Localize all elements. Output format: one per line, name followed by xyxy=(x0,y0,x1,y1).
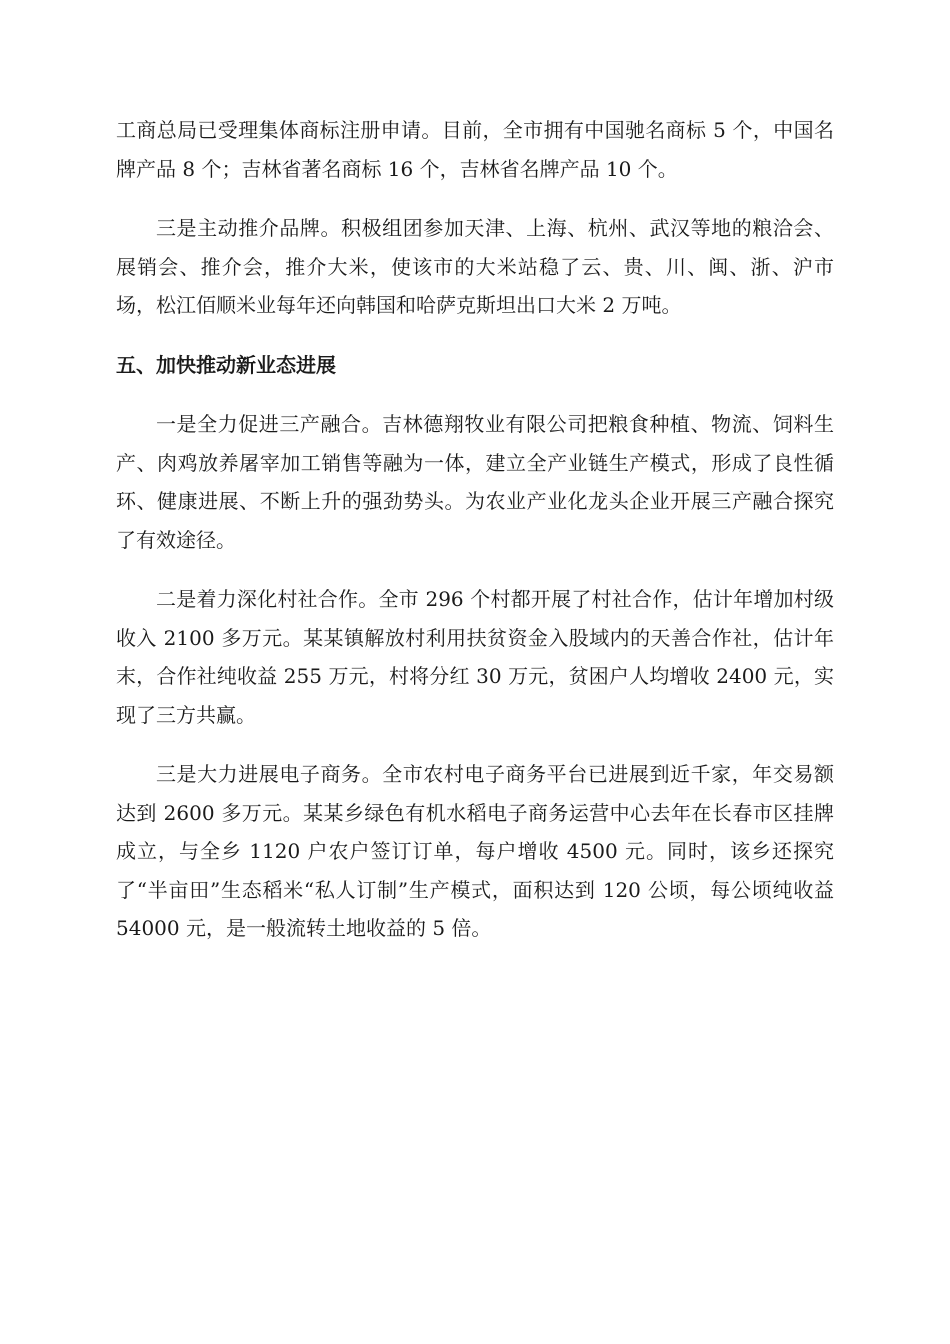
paragraph-village-cooperation: 二是着力深化村社合作。全市 296 个村都开展了村社合作，估计年增加村级收入 2100 多万元。某某镇解放村利用扶贫资金入股域内的天善合作社，估计年末，合作社纯收益 255 万元，村将分红 30 万元，贫困户人均增收 2400 元，实现了三方共赢。 xyxy=(116,587,834,727)
paragraph-trademarks: 工商总局已受理集体商标注册申请。目前，全市拥有中国驰名商标 5 个，中国名牌产品 8 个；吉林省著名商标 16 个，吉林省名牌产品 10 个。 xyxy=(116,118,834,181)
document-page xyxy=(116,111,834,969)
section-heading: 五、加快推动新业态进展 xyxy=(116,352,336,377)
paragraph-industry-integration: 一是全力促进三产融合。吉林德翔牧业有限公司把粮食种植、物流、饲料生产、肉鸡放养屠宰加工销售等融为一体，建立全产业链生产模式，形成了良性循环、健康进展、不断上升的强劲势头。为农业产业化龙头企业开展三产融合探究了有效途径。 xyxy=(116,412,834,552)
paragraph-e-commerce: 三是大力进展电子商务。全市农村电子商务平台已进展到近千家，年交易额达到 2600 多万元。某某乡绿色有机水稻电子商务运营中心去年在长春市区挂牌成立，与全乡 1120 户农户签订订单，每户增收 4500 元。同时，该乡还探究了“半亩田”生态稻米“私人订制”生产模式，面积达到 120 公顷，每公顷纯收益 54000 元，是一般流转土地收益的 5 倍。 xyxy=(116,762,834,940)
paragraph-brand-promotion: 三是主动推介品牌。积极组团参加天津、上海、杭州、武汉等地的粮洽会、展销会、推介会，推介大米，使该市的大米站稳了云、贵、川、闽、浙、沪市场，松江佰顺米业每年还向韩国和哈萨克斯坦出口大米 2 万吨。 xyxy=(116,216,834,317)
